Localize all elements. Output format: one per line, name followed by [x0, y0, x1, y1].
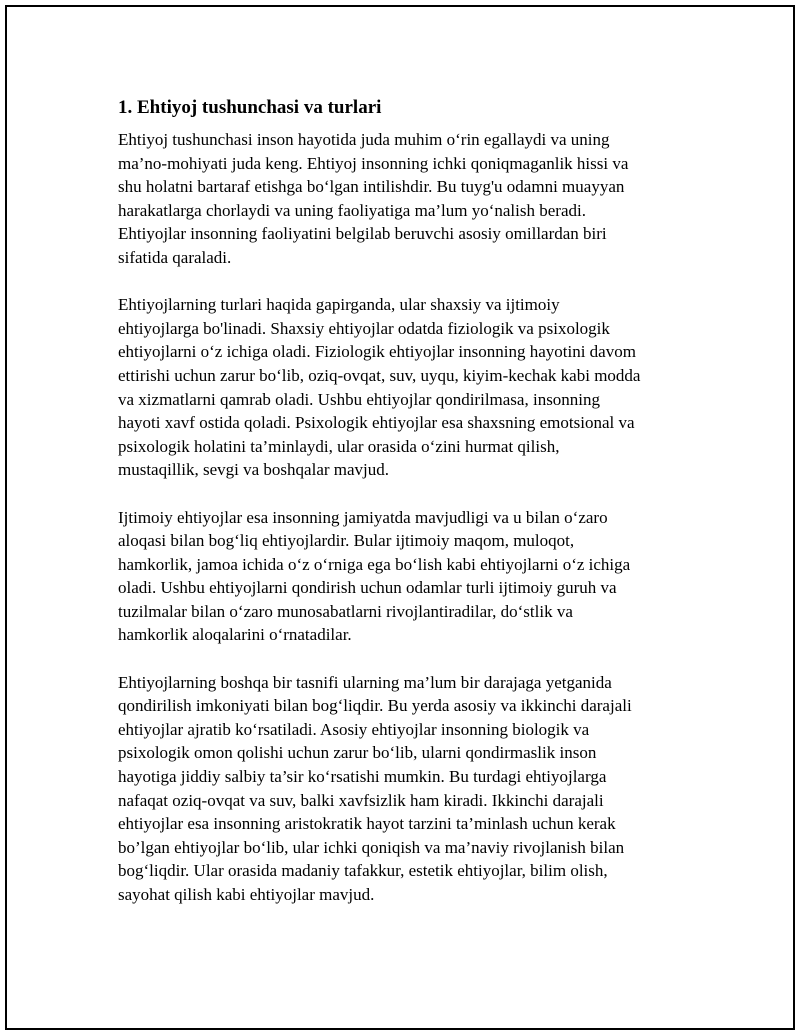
document-body — [118, 95, 698, 930]
text-line: psixologik holatini ta’minlaydi, ular orasida o‘zini hurmat qilish, — [118, 436, 560, 456]
text-line: oladi. Ushbu ehtiyojlarni qondirish uchun odamlar turli ijtimoiy guruh va — [118, 578, 617, 598]
text-line: Ehtiyojlarning turlari haqida gapirganda, ular shaxsiy va ijtimoiy — [118, 295, 560, 315]
text-line: hamkorlik, jamoa ichida o‘z o‘rniga ega bo‘lish kabi ehtiyojlarni o‘z ichiga — [118, 554, 631, 574]
text-line: bo’lgan ehtiyojlar bo‘lib, ular ichki qoniqish va ma’naviy rivojlanish bilan — [118, 837, 625, 857]
text-line: hamkorlik aloqalarini o‘rnatadilar. — [118, 625, 352, 645]
text-line: Ehtiyojlarning boshqa bir tasnifi ularning ma’lum bir darajaga yetganida — [118, 672, 612, 692]
text-line: harakatlarga chorlaydi va uning faoliyatiga ma’lum yo‘nalish beradi. — [118, 200, 586, 220]
text-line: hayotiga jiddiy salbiy ta’sir ko‘rsatishi mumkin. Bu turdagi ehtiyojlarga — [118, 767, 607, 787]
text-line: sayohat qilish kabi ehtiyojlar mavjud. — [118, 885, 375, 904]
paragraph — [118, 128, 698, 270]
text-line: qondirilish imkoniyati bilan bog‘liqdir. Bu yerda asosiy va ikkinchi darajali — [118, 696, 632, 716]
text-line: bog‘liqdir. Ular orasida madaniy tafakkur, estetik ehtiyojlar, bilim olish, — [118, 861, 608, 881]
text-line: hayoti xavf ostida qoladi. Psixologik ehtiyojlar esa shaxsning emotsional va — [118, 413, 635, 433]
text-line: shu holatni bartaraf etishga bo‘lgan intilishdir. Bu tuyg'u odamni muayyan — [118, 177, 625, 197]
text-line: Ehtiyoj tushunchasi inson hayotida juda muhim o‘rin egallaydi va uning — [118, 130, 610, 149]
document-page — [5, 5, 795, 1030]
text-line: Ijtimoiy ehtiyojlar esa insonning jamiyatda mavjudligi va u bilan o‘zaro — [118, 507, 608, 527]
text-line: Ehtiyojlar insonning faoliyatini belgilab beruvchi asosiy omillardan biri — [118, 224, 607, 244]
text-line: psixologik omon qolishi uchun zarur bo‘lib, ularni qondirmaslik inson — [118, 743, 597, 763]
text-line: ehtiyojlar ajratib ko‘rsatiladi. Asosiy ehtiyojlar insonning biologik va — [118, 719, 590, 739]
text-line: aloqasi bilan bog‘liq ehtiyojlardir. Bular ijtimoiy maqom, muloqot, — [118, 531, 575, 551]
text-line: ma’no-mohiyati juda keng. Ehtiyoj insonning ichki qoniqmaganlik hissi va — [118, 153, 629, 173]
paragraph — [118, 671, 698, 907]
paragraph — [118, 293, 698, 482]
paragraph — [118, 506, 698, 648]
text-line: tuzilmalar bilan o‘zaro munosabatlarni rivojlantiradilar, do‘stlik va — [118, 601, 573, 621]
text-line: mustaqillik, sevgi va boshqalar mavjud. — [118, 460, 390, 480]
text-line: sifatida qaraladi. — [118, 247, 232, 267]
paragraph-list — [118, 128, 698, 907]
text-line: ehtiyojlarni o‘z ichiga oladi. Fiziologik ehtiyojlar insonning hayotini davom — [118, 342, 636, 362]
text-line: va xizmatlarni qamrab oladi. Ushbu ehtiyojlar qondirilmasa, insonning — [118, 389, 601, 409]
text-line: ettirishi uchun zarur bo‘lib, oziq-ovqat, suv, uyqu, kiyim-kechak kabi modda — [118, 365, 641, 385]
section-heading: 1. Ehtiyoj tushunchasi va turlari — [118, 97, 382, 118]
text-line: ehtiyojlarga bo'linadi. Shaxsiy ehtiyojlar odatda fiziologik va psixologik — [118, 318, 610, 338]
text-line: nafaqat oziq-ovqat va suv, balki xavfsizlik ham kiradi. Ikkinchi darajali — [118, 790, 604, 810]
text-line: ehtiyojlar esa insonning aristokratik hayot tarzini ta’minlash uchun kerak — [118, 814, 616, 834]
